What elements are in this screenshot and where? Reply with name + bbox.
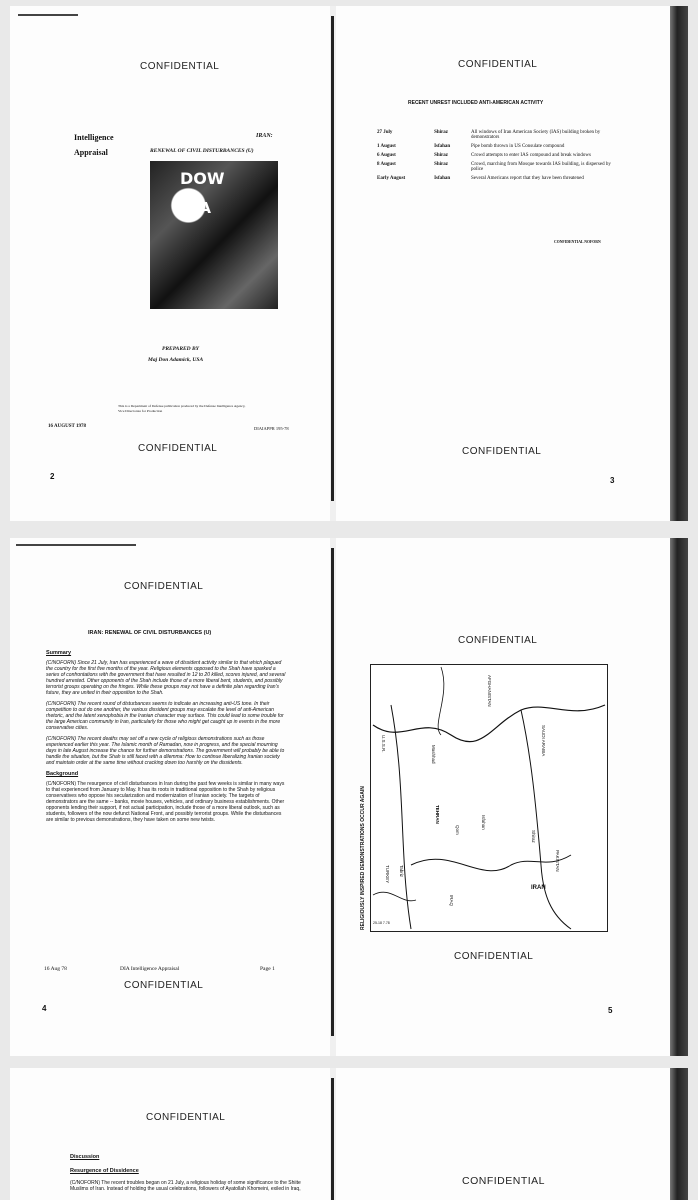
row-date: Early August	[377, 176, 406, 181]
photo-sign-text-2: SHA	[176, 199, 211, 217]
row-city: Shiraz	[434, 153, 448, 158]
spread-pages-2-3	[10, 6, 688, 521]
iran-map	[370, 664, 608, 932]
scan-mark	[16, 544, 136, 546]
page-5	[336, 538, 688, 1056]
doc-title: RENEWAL OF CIVIL DISTURBANCES (U)	[150, 148, 254, 154]
author-name: Maj Don Adamick, USA	[148, 357, 204, 363]
confidential-header: CONFIDENTIAL	[140, 61, 220, 72]
org-line-2: Appraisal	[74, 148, 108, 157]
page-number: 5	[608, 1006, 613, 1015]
summary-paragraph-3: (C/NOFORN) The recent deaths may set off a new cycle of religious demonstrations such as those experienced earlier this year. The Islamic month of Ramadan, now in progress, and the special mourning days in late August increase the chance for further demonstrations. The government will probably be able to handle the situation, but the Shah is still faced with a dilemma: How to continue liberalizing Iranian society and maintain order at the same time without cracking down too harshly on the dissidents.	[46, 736, 285, 766]
map-label-pakistan: PAKISTAN	[555, 850, 560, 872]
resurgence-subheading: Resurgence of Dissidence	[70, 1168, 139, 1174]
doc-country: IRAN:	[256, 133, 273, 139]
table-row	[374, 160, 624, 174]
spread-pages-6-7	[10, 1068, 688, 1200]
table-row	[374, 128, 624, 142]
city-mashhad: Mashhad	[431, 745, 436, 764]
footer-page: Page 1	[260, 966, 275, 972]
scan-edge	[670, 538, 688, 1056]
table-row	[374, 151, 624, 160]
confidential-header: CONFIDENTIAL	[146, 1112, 226, 1123]
footer-date: 16 Aug 78	[44, 966, 67, 972]
binding-spine	[331, 548, 334, 1036]
city-isfahan: Isfahan	[481, 815, 486, 830]
map-label-afghanistan: AFGHANISTAN	[487, 675, 492, 707]
binding-spine	[331, 16, 334, 501]
spread-pages-4-5	[10, 538, 688, 1056]
publication-footnote: This is a Department of Defense publication produced by the Defense Intelligence Agency, Vice Directorate for Production	[118, 404, 246, 413]
summary-heading: Summary	[46, 650, 72, 656]
confidential-header: CONFIDENTIAL	[458, 635, 538, 646]
summary-paragraph-2: (C/NOFORN) The recent round of disturbances seems to indicate an increasing anti-US tone. In their competition to out do one another, the various dissident groups may escalate the level of anti-American rhetoric, and the latent xenophobia in the Iranian character may surface. This could lead to some trouble for the large American community in Iran, particularly for those who might get caught up in events in the more conservative cities.	[46, 701, 284, 731]
row-event: Crowd, marching from Mosque towards IAS building, is dispersed by police	[471, 162, 611, 172]
binding-spine	[331, 1078, 334, 1200]
row-city: Shiraz	[434, 162, 448, 167]
map-label-iran: IRAN	[531, 885, 546, 891]
page-number: 4	[42, 1004, 47, 1013]
confidential-footer: CONFIDENTIAL	[454, 951, 534, 962]
map-label-ussr: U.S.S.R.	[381, 735, 386, 753]
confidential-footer: CONFIDENTIAL	[138, 443, 218, 454]
row-date: 6 August	[377, 153, 396, 158]
map-label-iraq: IRAQ	[449, 895, 454, 907]
city-qom: Qom	[455, 825, 460, 835]
scan-edge	[670, 1068, 688, 1200]
table-title: RECENT UNREST INCLUDED ANTI-AMERICAN ACTIVITY	[408, 100, 544, 106]
row-date: 1 August	[377, 144, 396, 149]
city-tehran: TEHRAN	[435, 805, 440, 824]
row-city: Isfahan	[434, 176, 451, 181]
prepared-by-label: PREPARED BY	[162, 346, 200, 352]
discussion-heading: Discussion	[70, 1154, 100, 1160]
footer-title: DIA Intelligence Appraisal	[120, 966, 180, 972]
map-caption: RELIGIOUSLY INSPIRED DEMONSTRATIONS OCCUR AGAIN	[360, 786, 366, 930]
confidential-footer: CONFIDENTIAL	[462, 446, 542, 457]
scan-edge	[670, 6, 688, 521]
row-date: 8 August	[377, 162, 396, 167]
table-row	[374, 174, 624, 183]
scan-mark	[18, 14, 78, 16]
row-event: Pipe bomb thrown in US Consulate compound	[471, 144, 565, 149]
page-6	[10, 1068, 330, 1200]
page-number: 2	[50, 472, 55, 481]
doc-date: 16 AUGUST 1978	[48, 424, 86, 429]
row-event: All windows of Iran American Society (IAS) building broken by demonstrators	[471, 130, 601, 140]
table-classification: CONFIDENTIAL NOFORN	[554, 240, 601, 244]
background-paragraph: (C/NOFORN) The resurgence of civil disturbances in Iran during the past few weeks is similar in many ways to that experienced from January to May. It has its roots in traditional opposition to the Shah by religious conservatives who oppose his secularization and modernization of Iranian society. The targets of demonstrators are the same -- banks, movie houses, vehicles, and ordinary business establishments. Other opponents lending their support, if not actual participation, include those of a more liberal outlook, such as students, followers of the now defunct National Front, and possibly terrorist groups. While the disturbances are similar to previous demonstrations, they have taken on some new twists.	[46, 781, 285, 823]
doc-title: IRAN: RENEWAL OF CIVIL DISTURBANCES (U)	[88, 630, 212, 636]
page-number: 3	[610, 476, 615, 485]
background-heading: Background	[46, 771, 79, 777]
city-shiraz: Shiraz	[531, 830, 536, 843]
page-3	[336, 6, 688, 521]
page-4	[10, 538, 330, 1056]
page-7	[336, 1068, 688, 1200]
table-row	[374, 142, 624, 151]
row-city: Shiraz	[434, 130, 448, 135]
confidential-header: CONFIDENTIAL	[462, 1175, 546, 1187]
discussion-paragraph: (C/NOFORN) The recent troubles began on 21 July, a religious holiday of some significance to the Shiite Muslims of Iran. Instead of holding the usual celebrations, followers of Ayatollah Khomeini, exiled in Iraq,	[70, 1180, 301, 1192]
page-2	[10, 6, 330, 521]
map-code: 25-18 7.78	[373, 921, 390, 925]
doc-id: DIAIAPPR 195-78	[254, 426, 289, 431]
cover-photo	[150, 161, 278, 309]
confidential-header: CONFIDENTIAL	[124, 581, 204, 592]
confidential-header: CONFIDENTIAL	[458, 59, 538, 70]
summary-section	[46, 650, 286, 828]
unrest-table	[374, 128, 624, 183]
row-event: Crowd attempts to enter IAS compound and break windows	[471, 153, 591, 158]
map-label-saudi-arabia: SAUDI ARABIA	[541, 725, 546, 757]
row-city: Isfahan	[434, 144, 451, 149]
row-event: Several Americans report that they have been threatened	[471, 176, 584, 181]
city-tabriz: Tabriz	[399, 865, 404, 878]
map-label-turkey: TURKEY	[385, 865, 390, 884]
confidential-footer: CONFIDENTIAL	[124, 980, 204, 991]
row-date: 27 July	[377, 130, 393, 135]
photo-sign-text-1: DOW	[180, 169, 225, 188]
summary-paragraph-1: (C/NOFORN) Since 21 July, Iran has experienced a wave of dissident activity similar to that which plagued the country for the first five months of the year. Religious elements opposed to the Shah have sparked a series of confrontations with the government that have resulted in 12 to 20 killed, scores injured, and several hundred arrested. Other opponents of the Shah include those of a more liberal bent, students, and possibly terrorist groups operating on the fringes. While these groups may not have a definite plan regarding Iran's future, they are united in their opposition to the Shah.	[46, 660, 286, 696]
org-line-1: Intelligence	[74, 133, 114, 142]
